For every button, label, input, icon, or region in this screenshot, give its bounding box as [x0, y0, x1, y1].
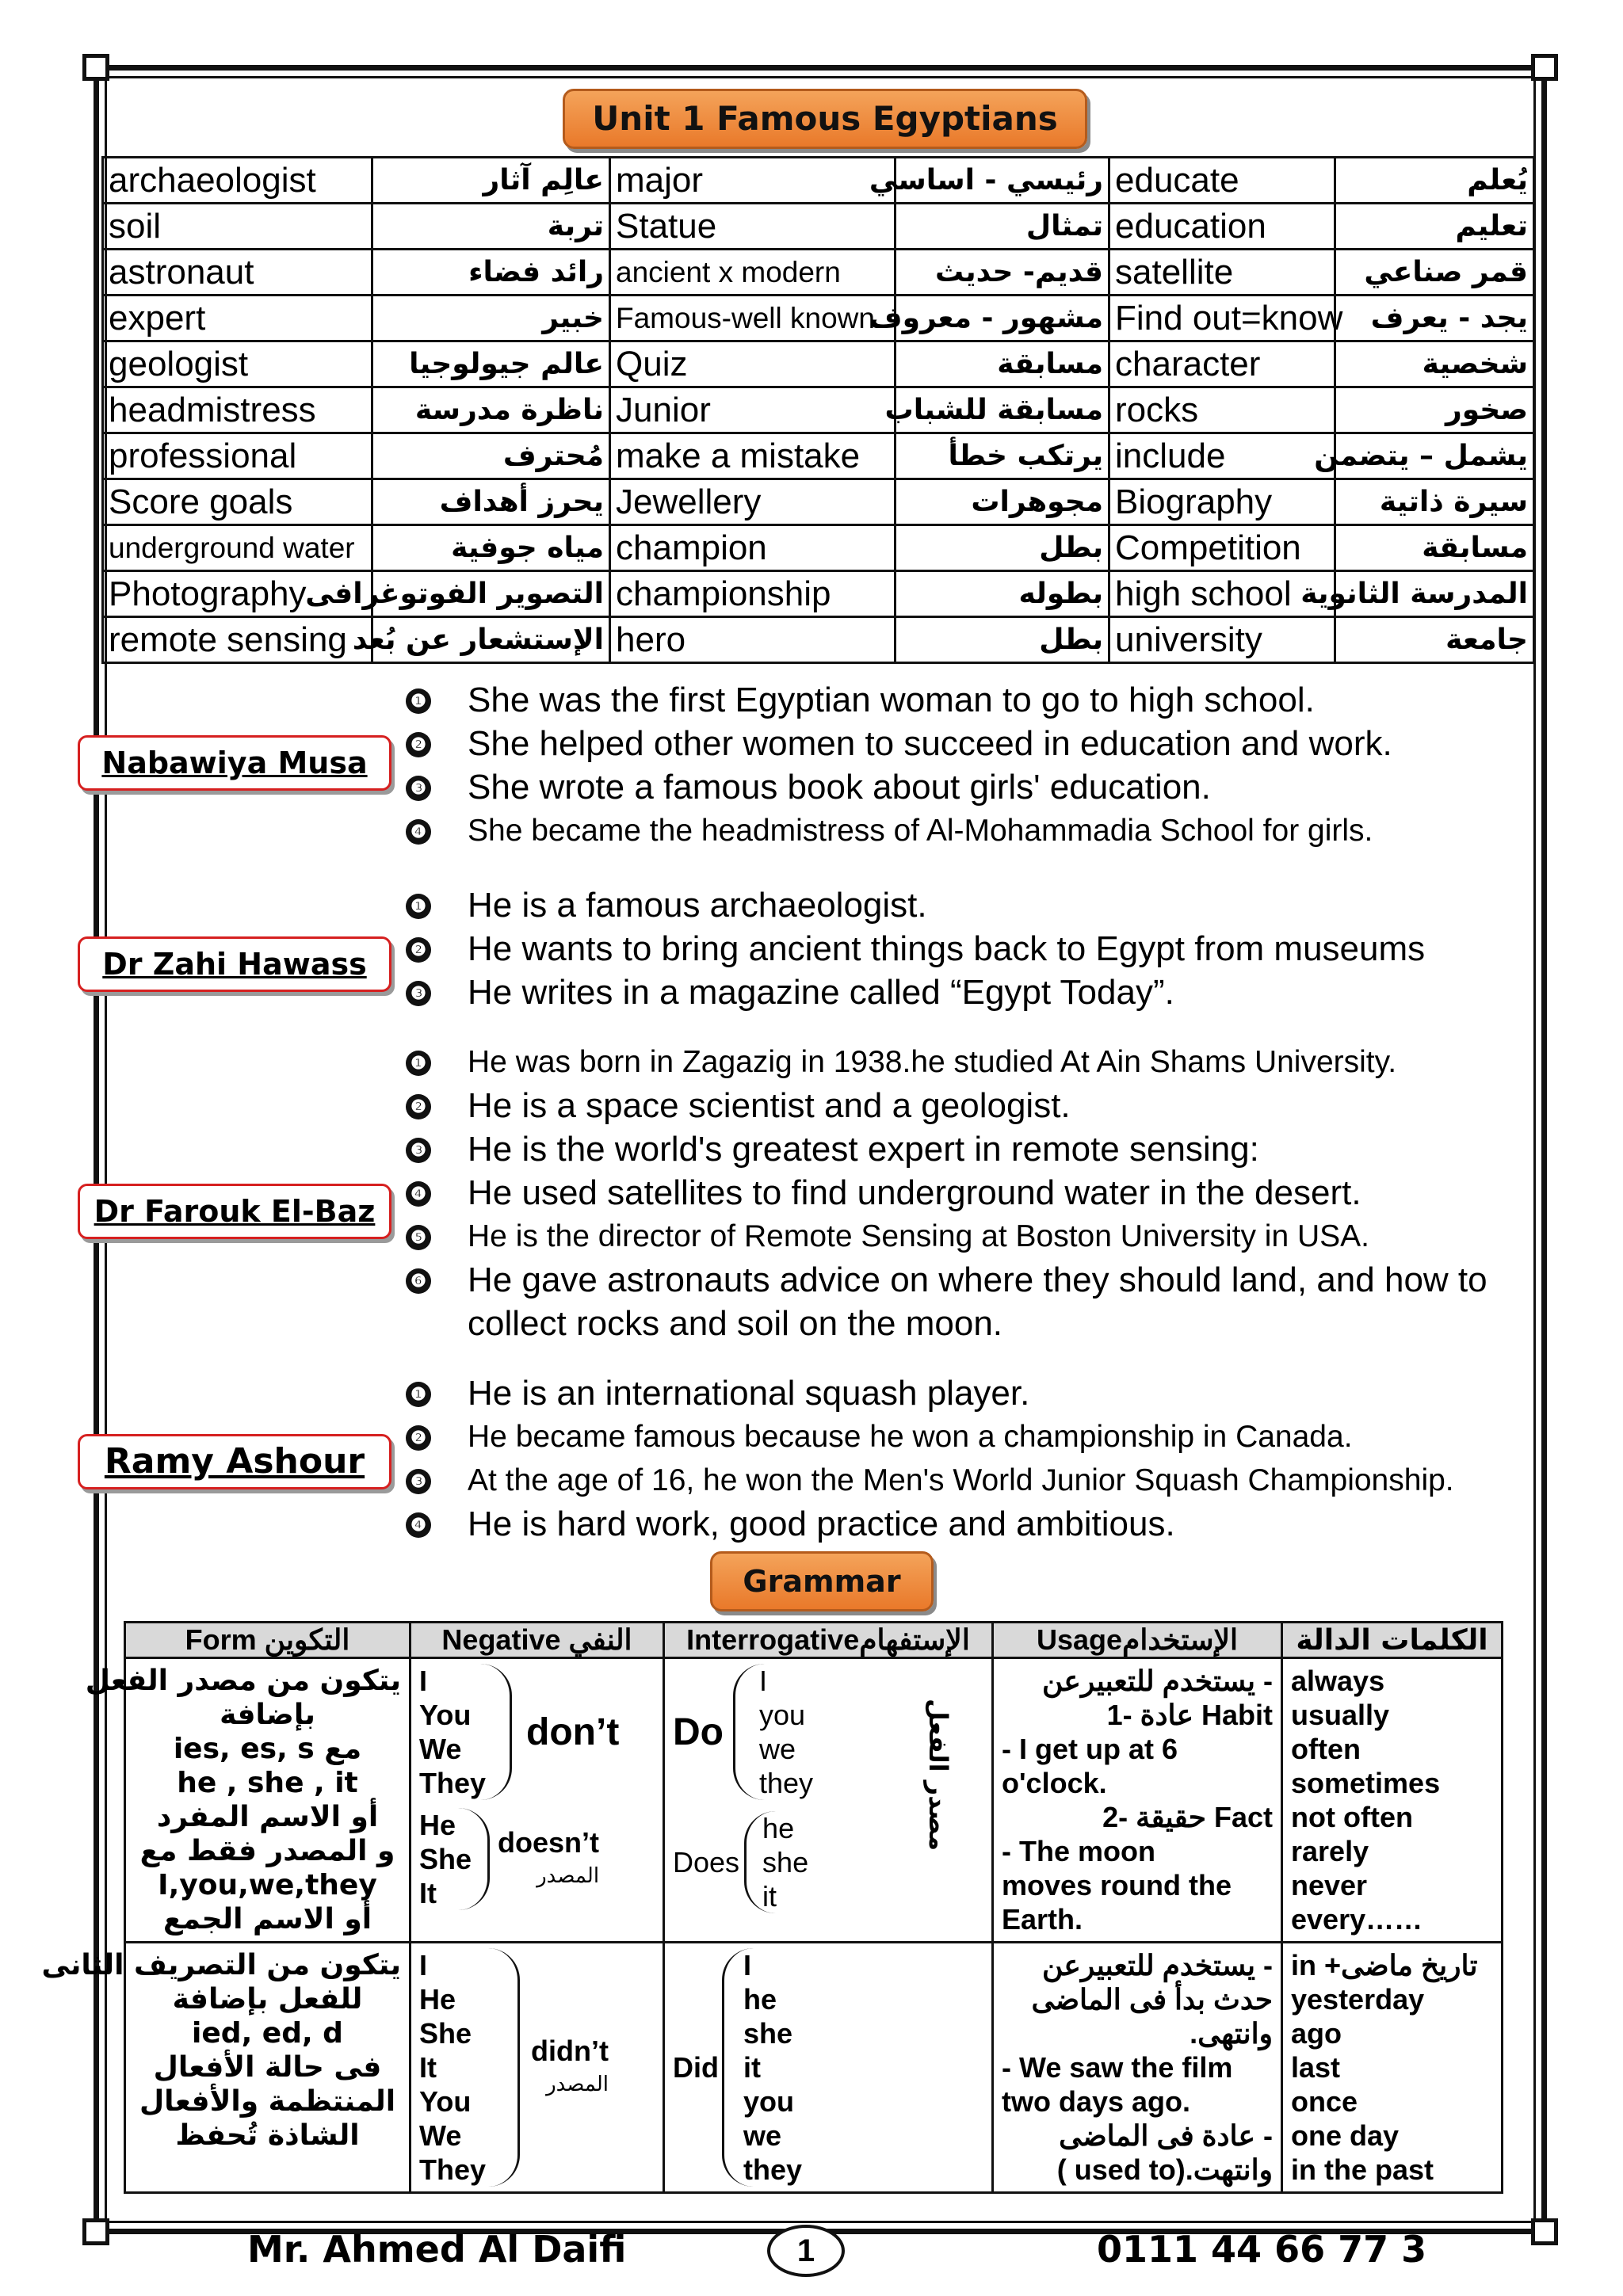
- vocab-english-cell: underground water: [103, 525, 372, 571]
- past-form-cell: يتكون من التصريف الثانى للفعل بإضافة ied, ed, d فى حالة الأفعال المنتظمة والأفعال الشاذة تُحفظ: [125, 1943, 411, 2193]
- page-number: 1: [767, 2225, 845, 2277]
- fact-item: ❷ He wants to bring ancient things back to Egypt from museums: [404, 927, 1425, 971]
- fact-item: ❷ He became famous because he won a championship in Canada.: [404, 1415, 1454, 1459]
- vocab-arabic-cell: المدرسة الثانوية: [1335, 571, 1534, 617]
- vocab-arabic-cell: يُعلم: [1335, 158, 1534, 204]
- fact-item: ❸ He is the world's greatest expert in remote sensing:: [404, 1127, 1487, 1171]
- vocab-row: [103, 158, 1534, 204]
- vocab-english-cell: Find out=know: [1109, 296, 1335, 341]
- fact-item: ❹ He used satellites to find underground water in the desert.: [404, 1171, 1487, 1215]
- vocab-row: [103, 387, 1534, 433]
- bullet-number-icon: ❶: [406, 688, 431, 714]
- fact-item: ❻ He gave astronauts advice on where they should land, and how to: [404, 1258, 1487, 1302]
- teacher-name: Mr. Ahmed Al Daifi: [247, 2228, 627, 2271]
- vocab-english-cell: Competition: [1109, 525, 1335, 571]
- bullet-number-icon: ❸: [406, 981, 431, 1006]
- unit-title: Unit 1 Famous Egyptians: [563, 89, 1087, 149]
- past-keywords-cell: in +تاريخ ماضى yesterday ago last once one day in the past: [1282, 1943, 1503, 2193]
- vocab-english-cell: satellite: [1109, 250, 1335, 296]
- present-usage-cell: - يستخدم للتعبيرعن Habit عادة -1 - I get up at 6 o'clock. Fact حقيقة -2 - The moon moves round the Earth.: [993, 1658, 1282, 1943]
- vocab-english-cell: education: [1109, 204, 1335, 250]
- person-name-elbaz: Dr Farouk El-Baz: [78, 1184, 391, 1239]
- fact-item: ❶ He was born in Zagazig in 1938.he studied At Ain Shams University.: [404, 1040, 1487, 1084]
- fact-item-continued: collect rocks and soil on the moon.: [468, 1304, 1003, 1343]
- vocab-arabic-cell: تربة: [372, 204, 610, 250]
- fact-item: ❶ He is a famous archaeologist.: [404, 883, 1425, 927]
- fact-item: ❸ At the age of 16, he won the Men's World Junior Squash Championship.: [404, 1459, 1454, 1502]
- bullet-number-icon: ❻: [406, 1268, 431, 1294]
- vocab-arabic-cell: يجد - يعرف: [1335, 296, 1534, 341]
- bullet-number-icon: ❸: [406, 1469, 431, 1494]
- vocab-english-cell: Jewellery: [610, 479, 896, 525]
- bullet-number-icon: ❷: [406, 1425, 431, 1451]
- vocab-row: [103, 250, 1534, 296]
- vocab-english-cell: professional: [103, 433, 372, 479]
- vocab-arabic-cell: مجوهرات: [896, 479, 1109, 525]
- vocab-english-cell: Junior: [610, 387, 896, 433]
- vocab-arabic-cell: بطل: [896, 617, 1109, 663]
- verb-stem-side-label: مصدر الفعل: [923, 1699, 953, 1852]
- facts-list-nabawiya: [404, 678, 1392, 852]
- header-keywords: الكلمات الدالة: [1282, 1623, 1503, 1658]
- vocab-arabic-cell: رئيسي - اساسي: [896, 158, 1109, 204]
- vocab-arabic-cell: يشمل – يتضمن: [1335, 433, 1534, 479]
- past-interrogative-cell: Did I he she it you we they: [664, 1943, 993, 2193]
- vocab-arabic-cell: جامعة: [1335, 617, 1534, 663]
- person-name-ashour: Ramy Ashour: [78, 1434, 391, 1489]
- grammar-table: [41, 1621, 1503, 2194]
- vocab-row: [103, 525, 1534, 571]
- vocab-arabic-cell: مشهور - معروف: [896, 296, 1109, 341]
- vocab-arabic-cell: سيرة ذاتية: [1335, 479, 1534, 525]
- bullet-number-icon: ❹: [406, 1512, 431, 1538]
- person-name-hawass: Dr Zahi Hawass: [78, 936, 391, 992]
- vocab-english-cell: Statue: [610, 204, 896, 250]
- present-form-cell: يتكون من مصدر الفعل بإضافة مع ies, es, s he , she , it أو الاسم المفرد و المصدر فقط مع I,you,we,they أو الاسم الجمع: [125, 1658, 411, 1943]
- vocab-english-cell: university: [1109, 617, 1335, 663]
- header-negative: Negative النفي: [411, 1623, 664, 1658]
- vocab-arabic-cell: مسابقة للشباب: [896, 387, 1109, 433]
- vocab-arabic-cell: خبير: [372, 296, 610, 341]
- vocab-arabic-cell: يرتكب خطأ: [896, 433, 1109, 479]
- past-simple-row: [125, 1943, 1503, 2193]
- vocab-english-cell: high school: [1109, 571, 1335, 617]
- vocab-row: [103, 204, 1534, 250]
- vocab-english-cell: ancient x modern: [610, 250, 896, 296]
- present-simple-row: [125, 1658, 1503, 1943]
- vocab-arabic-cell: مسابقة: [1335, 525, 1534, 571]
- vocab-row: [103, 296, 1534, 341]
- bullet-number-icon: ❸: [406, 776, 431, 801]
- vocab-english-cell: Score goals: [103, 479, 372, 525]
- vocab-arabic-cell: صخور: [1335, 387, 1534, 433]
- vocab-arabic-cell: الإستشعار عن بُعد: [372, 617, 610, 663]
- vocab-english-cell: champion: [610, 525, 896, 571]
- bullet-number-icon: ❶: [406, 1382, 431, 1407]
- header-interrogative: Interrogativeالإستفهام: [664, 1623, 993, 1658]
- person-name-nabawiya: Nabawiya Musa: [78, 735, 391, 791]
- vocab-arabic-cell: قمر صناعي: [1335, 250, 1534, 296]
- vocab-english-cell: expert: [103, 296, 372, 341]
- present-negative-cell: I You We They don’t He She It doesn’t المصدر: [411, 1658, 664, 1943]
- vocab-english-cell: headmistress: [103, 387, 372, 433]
- fact-item: ❹ He is hard work, good practice and ambitious.: [404, 1502, 1454, 1546]
- bullet-number-icon: ❹: [406, 1181, 431, 1207]
- vocab-row: [103, 571, 1534, 617]
- present-interrogative-cell: Do I you we they Does he she it مصدر الفعل: [664, 1658, 993, 1943]
- vocab-english-cell: character: [1109, 341, 1335, 387]
- vocab-english-cell: Quiz: [610, 341, 896, 387]
- vocab-arabic-cell: تعليم: [1335, 204, 1534, 250]
- frame-corner: [1531, 54, 1558, 81]
- vocab-arabic-cell: مياه جوفية: [372, 525, 610, 571]
- bullet-number-icon: ❺: [406, 1225, 431, 1250]
- grammar-heading: Grammar: [710, 1551, 934, 1611]
- fact-item: ❺ He is the director of Remote Sensing at Boston University in USA.: [404, 1215, 1487, 1258]
- bullet-number-icon: ❸: [406, 1138, 431, 1163]
- vocab-arabic-cell: مُحترف: [372, 433, 610, 479]
- frame-corner: [82, 54, 109, 81]
- vocab-row: [103, 433, 1534, 479]
- vocab-english-cell: geologist: [103, 341, 372, 387]
- vocab-arabic-cell: عالم جيولوجيا: [372, 341, 610, 387]
- vocab-arabic-cell: قديم- حديث: [896, 250, 1109, 296]
- vocab-arabic-cell: ناظرة مدرسة: [372, 387, 610, 433]
- fact-item: ❷ He is a space scientist and a geologist.: [404, 1084, 1487, 1127]
- vocab-arabic-cell: بطل: [896, 525, 1109, 571]
- vocab-arabic-cell: مسابقة: [896, 341, 1109, 387]
- bullet-number-icon: ❶: [406, 1051, 431, 1076]
- facts-list-ashour: [404, 1371, 1454, 1546]
- vocab-english-cell: championship: [610, 571, 896, 617]
- vocab-english-cell: major: [610, 158, 896, 204]
- vocab-english-cell: hero: [610, 617, 896, 663]
- bullet-number-icon: ❹: [406, 819, 431, 845]
- past-negative-cell: I He She It You We They didn’t المصدر: [411, 1943, 664, 2193]
- fact-item: ❶ She was the first Egyptian woman to go to high school.: [404, 678, 1392, 722]
- fact-item: ❹ She became the headmistress of Al-Mohammadia School for girls.: [404, 809, 1392, 852]
- vocab-row: [103, 341, 1534, 387]
- vocab-english-cell: make a mistake: [610, 433, 896, 479]
- bullet-number-icon: ❷: [406, 732, 431, 757]
- vocab-english-cell: soil: [103, 204, 372, 250]
- vocabulary-table: [101, 156, 1535, 664]
- bullet-number-icon: ❷: [406, 1094, 431, 1119]
- vocab-row: [103, 479, 1534, 525]
- header-form: Form التكوين: [125, 1623, 411, 1658]
- facts-list-elbaz: [404, 1040, 1487, 1345]
- fact-item: ❸ She wrote a famous book about girls' education.: [404, 765, 1392, 809]
- vocab-english-cell: archaeologist: [103, 158, 372, 204]
- fact-item: ❶ He is an international squash player.: [404, 1371, 1454, 1415]
- facts-list-hawass: [404, 883, 1425, 1014]
- vocab-english-cell: remote sensing: [103, 617, 372, 663]
- vocab-english-cell: rocks: [1109, 387, 1335, 433]
- fact-item: ❷ She helped other women to succeed in education and work.: [404, 722, 1392, 765]
- vocab-english-cell: astronaut: [103, 250, 372, 296]
- vocab-arabic-cell: رائد فضاء: [372, 250, 610, 296]
- vocab-row: [103, 617, 1534, 663]
- vocab-english-cell: Photography: [103, 571, 372, 617]
- vocab-arabic-cell: بطوله: [896, 571, 1109, 617]
- phone-number: 0111 44 66 77 3: [1097, 2228, 1427, 2271]
- vocab-english-cell: educate: [1109, 158, 1335, 204]
- vocab-english-cell: Famous-well known: [610, 296, 896, 341]
- vocab-arabic-cell: عالِم آثار: [372, 158, 610, 204]
- vocab-arabic-cell: تمثال: [896, 204, 1109, 250]
- present-keywords-cell: always usually often sometimes not often rarely never every……: [1282, 1658, 1503, 1943]
- vocab-english-cell: include: [1109, 433, 1335, 479]
- bullet-number-icon: ❷: [406, 937, 431, 963]
- header-usage: Usageالإستخدام: [993, 1623, 1282, 1658]
- vocab-english-cell: Biography: [1109, 479, 1335, 525]
- frame-corner: [82, 2218, 109, 2245]
- fact-item: ❸ He writes in a magazine called “Egypt Today”.: [404, 971, 1425, 1014]
- vocab-arabic-cell: يحرز أهداف: [372, 479, 610, 525]
- frame-corner: [1531, 2218, 1558, 2245]
- bullet-number-icon: ❶: [406, 894, 431, 919]
- past-usage-cell: - يستخدم للتعبيرعن حدث بدأ فى الماضى وانتهى. - We saw the film two days ago. - عادة فى الماضى وانتهت.(used to ): [993, 1943, 1282, 2193]
- vocab-arabic-cell: التصوير الفوتوغرافى: [372, 571, 610, 617]
- vocab-arabic-cell: شخصية: [1335, 341, 1534, 387]
